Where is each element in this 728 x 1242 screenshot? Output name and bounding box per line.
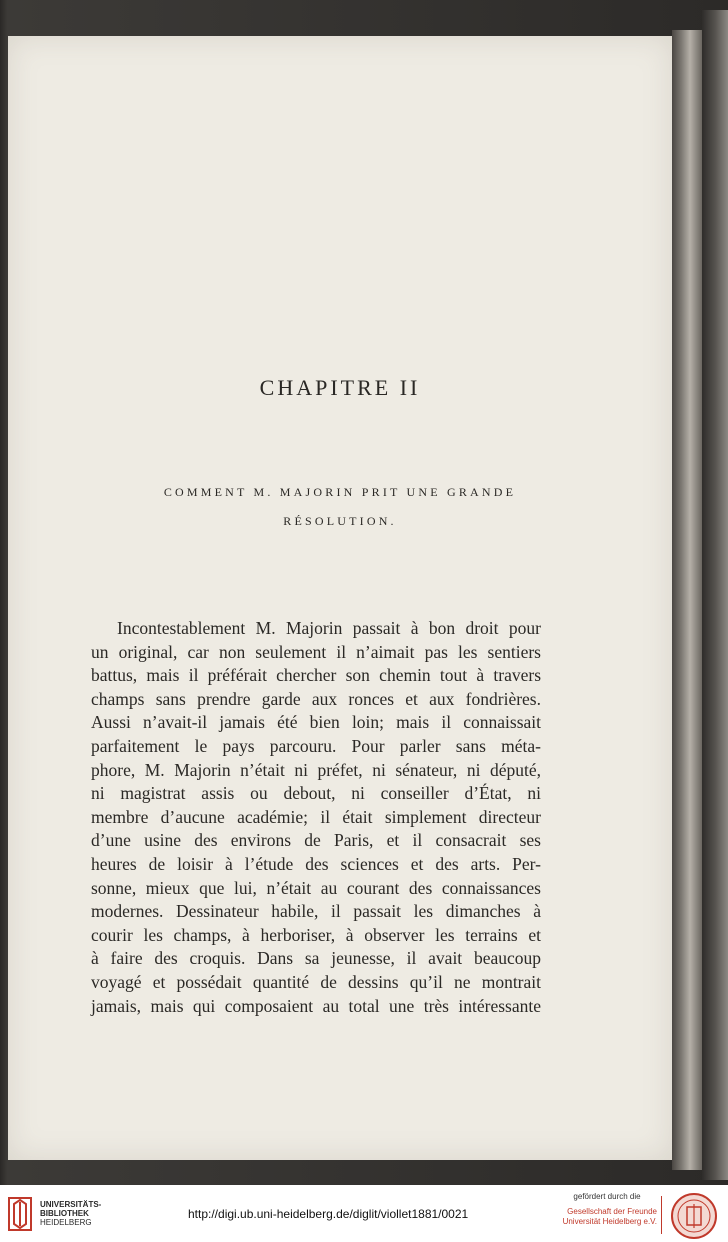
- text-line: Aussi n’avait-il jamais été bien loin; mais il connaissait: [91, 712, 541, 733]
- book-edge: [702, 10, 728, 1180]
- university-seal-icon: [670, 1192, 718, 1240]
- text-line: heures de loisir à l’étude des sciences et des arts. Per-: [91, 853, 541, 874]
- text-line: voyagé et possédait quantité de dessins qu’il ne montrait: [91, 971, 541, 992]
- library-name-line-2: BIBLIOTHEK: [40, 1209, 89, 1218]
- text-line: phore, M. Majorin n’était ni préfet, ni sénateur, ni député,: [91, 759, 541, 780]
- library-logo-icon: [8, 1196, 32, 1232]
- text-line: jamais, mais qui composaient au total une très intéressante: [91, 995, 541, 1016]
- chapter-title: CHAPITRE II: [259, 375, 421, 400]
- sponsor-block[interactable]: [557, 1192, 657, 1227]
- text-line: un original, car non seulement il n’aimait pas les sentiers: [91, 641, 541, 662]
- library-name-line-1: UNIVERSITÄTS-: [40, 1200, 102, 1209]
- text-line: champs sans prendre garde aux ronces et aux fondrières.: [91, 688, 541, 709]
- text-line: ni magistrat assis ou debout, ni conseiller d’État, ni: [91, 783, 541, 804]
- chapter-subtitle-line-1: COMMENT M. MAJORIN PRIT UNE GRANDE: [163, 485, 517, 499]
- text-line: sonne, mieux que lui, n’était au courant des connaissances: [91, 877, 541, 898]
- text-line: Incontestablement M. Majorin passait à bon droit pour: [117, 618, 541, 638]
- permalink-url[interactable]: http://digi.ub.uni-heidelberg.de/diglit/viollet1881/0021: [188, 1207, 469, 1221]
- text-line: membre d’aucune académie; il était simplement directeur: [91, 806, 541, 827]
- chapter-subtitle-line-2: RÉSOLUTION.: [283, 514, 397, 528]
- text-line: courir les champs, à herboriser, à observer les terrains et: [91, 924, 541, 945]
- page-edge: [672, 30, 702, 1170]
- text-line: battus, mais il préférait chercher son chemin tout à travers: [91, 665, 541, 686]
- text-line: à faire des croquis. Dans sa jeunesse, il avait beaucoup: [91, 948, 541, 969]
- sponsor-label: gefördert durch die: [573, 1192, 641, 1201]
- body-paragraph: [91, 617, 541, 1018]
- sponsor-name-line-2: Universität Heidelberg e.V.: [562, 1217, 657, 1226]
- library-name-line-3: HEIDELBERG: [40, 1218, 92, 1227]
- text-line: modernes. Dessinateur habile, il passait les dimanches à: [91, 901, 541, 922]
- library-name[interactable]: [40, 1200, 101, 1227]
- text-line: parfaitement le pays parcouru. Pour parler sans méta-: [91, 735, 541, 756]
- sponsor-divider: [661, 1196, 662, 1234]
- sponsor-name-line-1: Gesellschaft der Freunde: [567, 1207, 657, 1216]
- text-line: d’une usine des environs de Paris, et il consacrait ses: [91, 830, 541, 851]
